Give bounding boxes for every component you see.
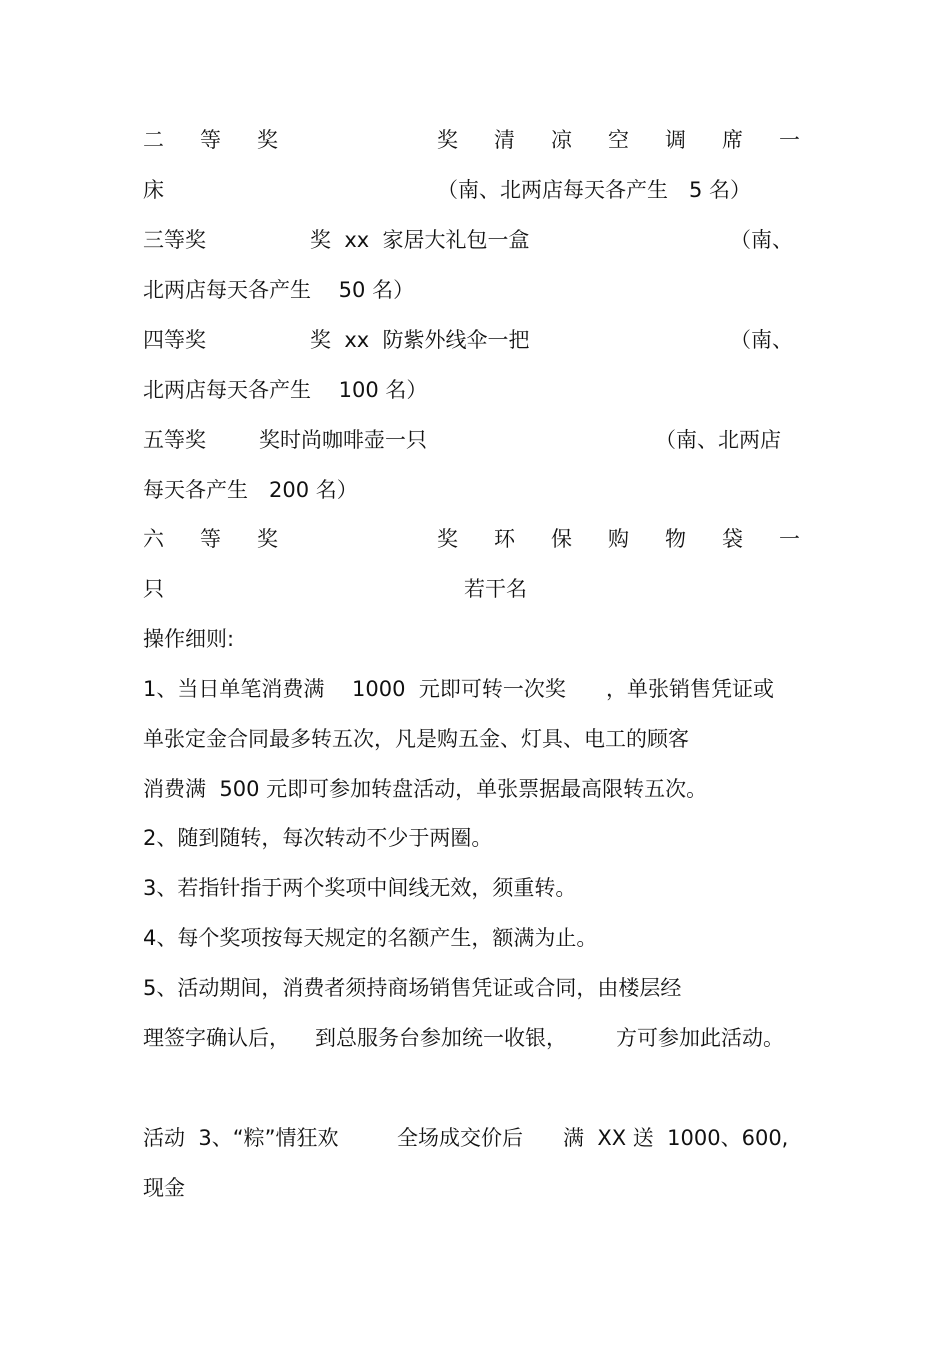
rule-2: 2、随到随转，每次转动不少于两圈。 <box>143 826 493 850</box>
prize-item-char: 袋 <box>722 527 743 551</box>
prize-item-char: 环 <box>494 527 515 551</box>
activity-3-text: 满 XX 送 1000、600, <box>563 1126 789 1150</box>
rule-5-line: 5、活动期间，消费者须持商场销售凭证或合同，由楼层经 <box>143 976 682 1000</box>
prize-item-char: 奖 <box>437 128 458 152</box>
prize-level: 四等奖 <box>143 328 206 352</box>
prize-quota-note: 北两店每天各产生 100 名） <box>143 378 428 402</box>
prize-item-char: 物 <box>665 527 686 551</box>
prize-quota-note: （南、北两店 <box>655 428 781 452</box>
prize-item-wrap: 床 <box>143 178 164 202</box>
prize-item: 奖 xx 家居大礼包一盒 <box>310 228 530 252</box>
rule-3: 3、若指针指于两个奖项中间线无效，须重转。 <box>143 876 577 900</box>
prize-quota-note: 每天各产生 200 名） <box>143 478 358 502</box>
activity-3-label: 活动 3、“粽”情狂欢 <box>143 1126 339 1150</box>
rule-1-line: 消费满 500 元即可参加转盘活动，单张票据最高限转五次。 <box>143 777 708 801</box>
prize-item-char: 购 <box>608 527 629 551</box>
prize-quota-note: （南、 <box>730 228 793 252</box>
prize-item-char: 席 <box>722 128 743 152</box>
rule-5-line: 方可参加此活动。 <box>616 1026 784 1050</box>
prize-level-char: 二 <box>143 128 164 152</box>
prize-quota-note: 北两店每天各产生 50 名） <box>143 278 415 302</box>
rule-4: 4、每个奖项按每天规定的名额产生，额满为止。 <box>143 926 598 950</box>
prize-level-char: 等 <box>200 527 221 551</box>
prize-level-char: 奖 <box>257 527 278 551</box>
rule-5-line: 理签字确认后， <box>143 1026 290 1050</box>
prize-item-char: 清 <box>494 128 515 152</box>
prize-item: 奖时尚咖啡壶一只 <box>259 428 427 452</box>
prize-quota-note: （南、北两店每天各产生 5 名） <box>437 178 752 202</box>
activity-3-text: 现金 <box>143 1176 185 1200</box>
prize-item: 奖 xx 防紫外线伞一把 <box>310 328 530 352</box>
rules-heading: 操作细则: <box>143 627 235 651</box>
prize-level: 三等奖 <box>143 228 206 252</box>
prize-item-wrap: 只 <box>143 577 164 601</box>
prize-item-char: 空 <box>608 128 629 152</box>
rule-1-line: ，单张销售凭证或 <box>606 677 774 701</box>
prize-level: 五等奖 <box>143 428 206 452</box>
prize-item-char: 奖 <box>437 527 458 551</box>
rule-1-line: 1、当日单笔消费满 1000 元即可转一次奖 <box>143 677 566 701</box>
prize-item-char: 调 <box>665 128 686 152</box>
prize-level-char: 六 <box>143 527 164 551</box>
prize-item-char: 一 <box>779 527 800 551</box>
rule-5-line: 到总服务台参加统一收银， <box>315 1026 567 1050</box>
prize-item-char: 凉 <box>551 128 572 152</box>
prize-quota-note: 若干名 <box>464 577 527 601</box>
prize-level-char: 等 <box>200 128 221 152</box>
prize-item-char: 一 <box>779 128 800 152</box>
rule-1-line: 单张定金合同最多转五次，凡是购五金、灯具、电工的顾客 <box>143 727 689 751</box>
activity-3-text: 全场成交价后 <box>397 1126 523 1150</box>
prize-item-char: 保 <box>551 527 572 551</box>
prize-quota-note: （南、 <box>730 328 793 352</box>
prize-level-char: 奖 <box>257 128 278 152</box>
